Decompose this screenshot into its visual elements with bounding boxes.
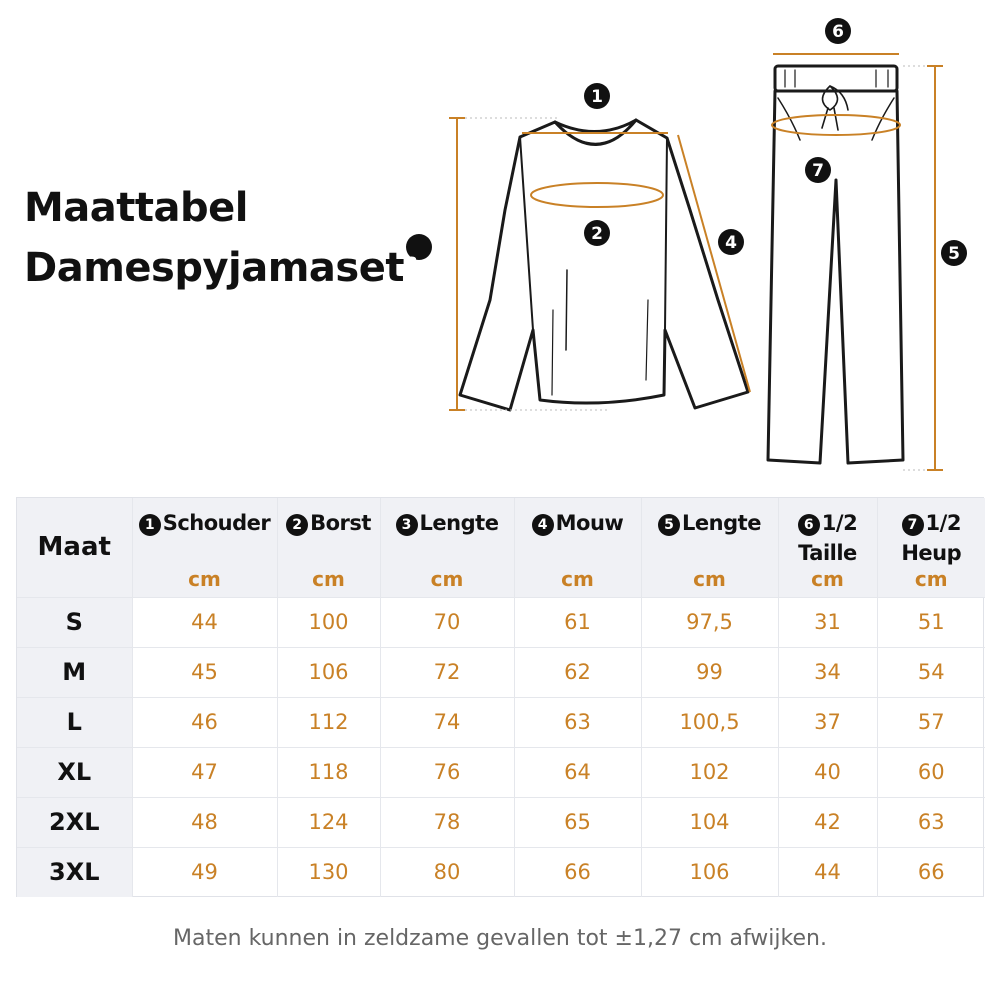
table-cell: 124 xyxy=(277,797,380,847)
size-label: S xyxy=(17,597,132,647)
marker-3-title: 3 xyxy=(406,234,432,260)
svg-text:1: 1 xyxy=(591,87,603,107)
table-cell: 106 xyxy=(277,647,380,697)
title-line-2: Damespyjamaset 3 xyxy=(24,238,432,298)
table-cell: 104 xyxy=(641,797,778,847)
table-cell: 49 xyxy=(132,847,277,897)
marker-4-icon: 4 xyxy=(532,514,554,536)
size-header: Maat xyxy=(17,498,132,597)
table-cell: 100 xyxy=(277,597,380,647)
table-cell: 57 xyxy=(877,697,985,747)
svg-text:6: 6 xyxy=(832,22,844,42)
size-label: L xyxy=(17,697,132,747)
table-header-row xyxy=(17,498,985,597)
size-table xyxy=(16,497,984,897)
table-cell: 37 xyxy=(778,697,877,747)
table-cell: 72 xyxy=(380,647,514,697)
shirt-illustration xyxy=(460,120,748,410)
table-cell: 106 xyxy=(641,847,778,897)
marker-1-icon: 1 xyxy=(139,514,161,536)
col-header-pants-length: 5 Lengte cm xyxy=(641,498,778,597)
size-label: 3XL xyxy=(17,847,132,897)
table-cell: 62 xyxy=(514,647,641,697)
size-label: 2XL xyxy=(17,797,132,847)
table-row xyxy=(17,747,985,797)
table-cell: 64 xyxy=(514,747,641,797)
table-row xyxy=(17,797,985,847)
table-cell: 46 xyxy=(132,697,277,747)
pants-illustration xyxy=(768,66,903,463)
svg-text:7: 7 xyxy=(812,161,824,181)
table-cell: 31 xyxy=(778,597,877,647)
size-label: XL xyxy=(17,747,132,797)
marker-6-icon xyxy=(825,18,851,44)
table-cell: 51 xyxy=(877,597,985,647)
table-cell: 70 xyxy=(380,597,514,647)
table-cell: 42 xyxy=(778,797,877,847)
marker-5-icon: 5 xyxy=(658,514,680,536)
svg-text:5: 5 xyxy=(948,244,960,264)
table-cell: 63 xyxy=(877,797,985,847)
table-cell: 100,5 xyxy=(641,697,778,747)
marker-2-icon xyxy=(584,220,610,246)
marker-3-icon: 3 xyxy=(396,514,418,536)
table-cell: 40 xyxy=(778,747,877,797)
table-cell: 34 xyxy=(778,647,877,697)
svg-text:2: 2 xyxy=(591,224,603,244)
col-header-shoulder: 1 Schouder cm xyxy=(132,498,277,597)
table-cell: 47 xyxy=(132,747,277,797)
marker-7-icon xyxy=(805,157,831,183)
table-cell: 112 xyxy=(277,697,380,747)
table-cell: 76 xyxy=(380,747,514,797)
table-cell: 74 xyxy=(380,697,514,747)
table-cell: 80 xyxy=(380,847,514,897)
table-row xyxy=(17,647,985,697)
garment-diagram xyxy=(0,0,1000,480)
table-cell: 102 xyxy=(641,747,778,797)
marker-2-icon: 2 xyxy=(286,514,308,536)
table-cell: 118 xyxy=(277,747,380,797)
table-cell: 66 xyxy=(514,847,641,897)
table-cell: 44 xyxy=(132,597,277,647)
col-header-sleeve: 4 Mouw cm xyxy=(514,498,641,597)
table-cell: 78 xyxy=(380,797,514,847)
col-header-length: 3 Lengte cm xyxy=(380,498,514,597)
table-cell: 54 xyxy=(877,647,985,697)
table-cell: 48 xyxy=(132,797,277,847)
table-cell: 65 xyxy=(514,797,641,847)
table-cell: 45 xyxy=(132,647,277,697)
table-row xyxy=(17,847,985,897)
marker-7-icon: 7 xyxy=(902,514,924,536)
table-cell: 61 xyxy=(514,597,641,647)
table-cell: 99 xyxy=(641,647,778,697)
col-header-half-hip: 7 1/2 Heup cm xyxy=(877,498,985,597)
svg-text:4: 4 xyxy=(725,233,737,253)
title-line-1: Maattabel xyxy=(24,185,248,231)
marker-4-icon xyxy=(718,229,744,255)
table-cell: 66 xyxy=(877,847,985,897)
table-cell: 63 xyxy=(514,697,641,747)
col-header-half-waist: 6 1/2 Taille cm xyxy=(778,498,877,597)
table-row xyxy=(17,697,985,747)
table-cell: 130 xyxy=(277,847,380,897)
table-cell: 44 xyxy=(778,847,877,897)
table-cell: 60 xyxy=(877,747,985,797)
table-row xyxy=(17,597,985,647)
size-label: M xyxy=(17,647,132,697)
marker-1-icon xyxy=(584,83,610,109)
col-header-chest: 2 Borst cm xyxy=(277,498,380,597)
tolerance-note: Maten kunnen in zeldzame gevallen tot ±1,27 cm afwijken. xyxy=(173,926,827,951)
marker-6-icon: 6 xyxy=(798,514,820,536)
table-cell: 97,5 xyxy=(641,597,778,647)
marker-5-icon xyxy=(941,240,967,266)
